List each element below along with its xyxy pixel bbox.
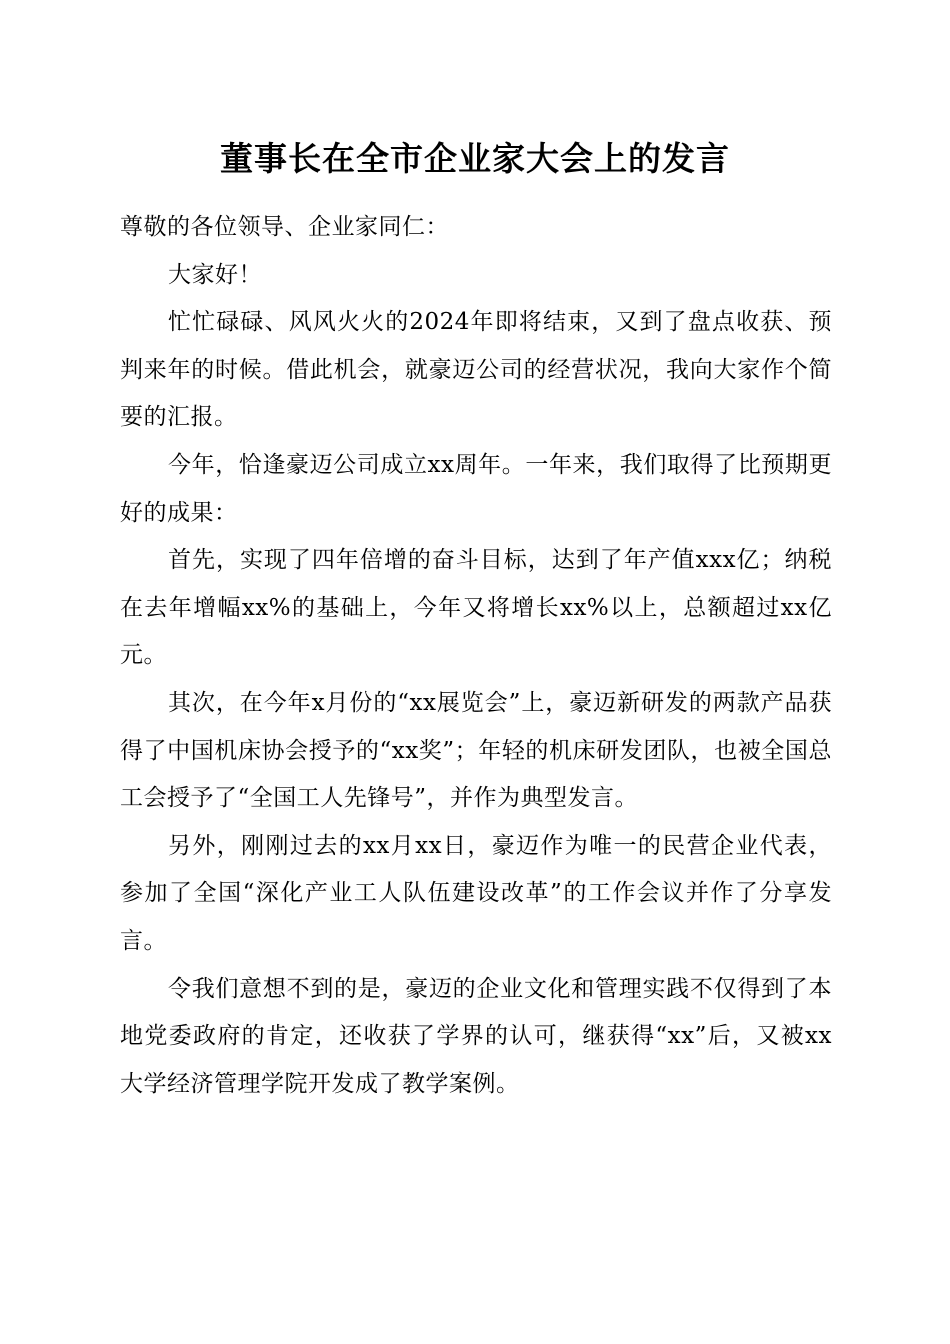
paragraph-greeting: 大家好！	[168, 261, 262, 288]
document-body	[120, 204, 832, 1108]
salutation: 尊敬的各位领导、企业家同仁：	[120, 214, 449, 240]
paragraph-anniversary: 今年，恰逢豪迈公司成立xx周年。一年来，我们取得了比预期更好的成果：	[120, 451, 832, 526]
paragraph-first: 首先，实现了四年倍增的奋斗目标，达到了年产值xxx亿；纳税在去年增幅xx%的基础上，今年又将增长xx%以上，总额超过xx亿元。	[120, 547, 832, 669]
paragraph-fourth: 令我们意想不到的是，豪迈的企业文化和管理实践不仅得到了本地党委政府的肯定，还收获了学界的认可，继获得“xx”后，又被xx大学经济管理学院开发成了教学案例。	[120, 975, 832, 1097]
paragraph-second: 其次，在今年x月份的“xx展览会”上，豪迈新研发的两款产品获得了中国机床协会授予的“xx奖”；年轻的机床研发团队，也被全国总工会授予了“全国工人先锋号”，并作为典型发言。	[120, 689, 832, 812]
document-title: 董事长在全市企业家大会上的发言	[220, 139, 730, 178]
paragraph-third: 另外，刚刚过去的xx月xx日，豪迈作为唯一的民营企业代表，参加了全国“深化产业工人队伍建设改革”的工作会议并作了分享发言。	[120, 832, 832, 954]
paragraph-intro: 忙忙碌碌、风风火火的2024年即将结束，又到了盘点收获、预判来年的时候。借此机会，就豪迈公司的经营状况，我向大家作个简要的汇报。	[120, 309, 832, 431]
